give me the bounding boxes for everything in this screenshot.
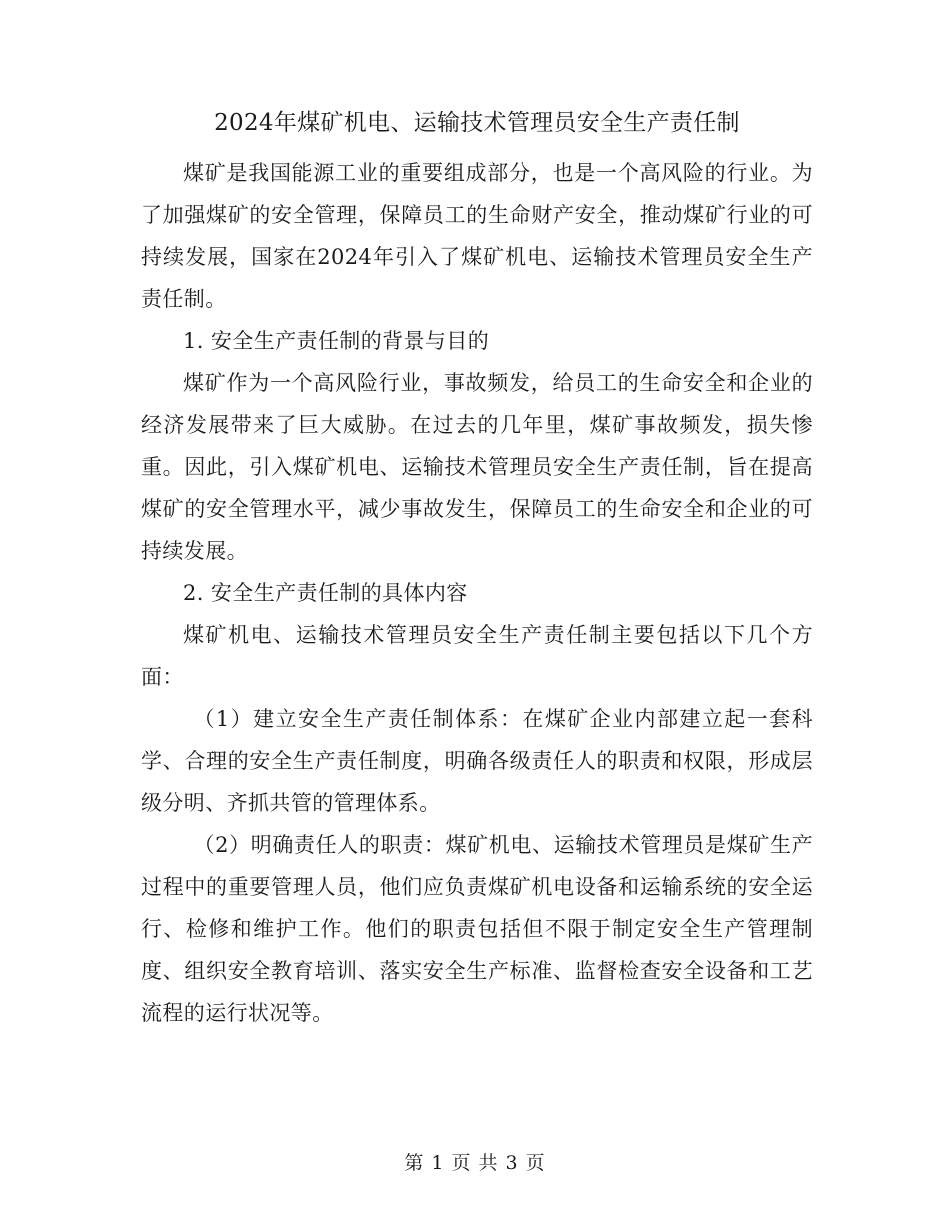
section-2-intro-paragraph: 煤矿机电、运输技术管理员安全生产责任制主要包括以下几个方面： [141,623,813,689]
intro-paragraph: 煤矿是我国能源工业的重要组成部分，也是一个高风险的行业。为了加强煤矿的安全管理，保障员工的生命财产安全，推动煤矿行业的可持续发展，国家在2024年引入了煤矿机电、运输技术管理员安全生产责任制。 [141,161,813,311]
document-body [141,100,813,1034]
document-title: 2024年煤矿机电、运输技术管理员安全生产责任制 [214,110,740,136]
list-item-1: （1）建立安全生产责任制体系：在煤矿企业内部建立起一套科学、合理的安全生产责任制度，明确各级责任人的职责和权限，形成层级分明、齐抓共管的管理体系。 [141,707,813,815]
list-item-2: （2）明确责任人的职责：煤矿机电、运输技术管理员是煤矿生产过程中的重要管理人员，他们应负责煤矿机电设备和运输系统的安全运行、检修和维护工作。他们的职责包括但不限于制定安全生产管理制度、组织安全教育培训、落实安全生产标准、监督检查安全设备和工艺流程的运行状况等。 [141,833,813,1025]
section-2-heading: 2. 安全生产责任制的具体内容 [183,581,468,605]
section-1-paragraph: 煤矿作为一个高风险行业，事故频发，给员工的生命安全和企业的经济发展带来了巨大威胁。在过去的几年里，煤矿事故频发，损失惨重。因此，引入煤矿机电、运输技术管理员安全生产责任制，旨在提高煤矿的安全管理水平，减少事故发生，保障员工的生命安全和企业的可持续发展。 [141,371,813,563]
page-number: 第 1 页 共 3 页 [404,1152,546,1174]
section-1-heading: 1. 安全生产责任制的背景与目的 [183,329,490,353]
